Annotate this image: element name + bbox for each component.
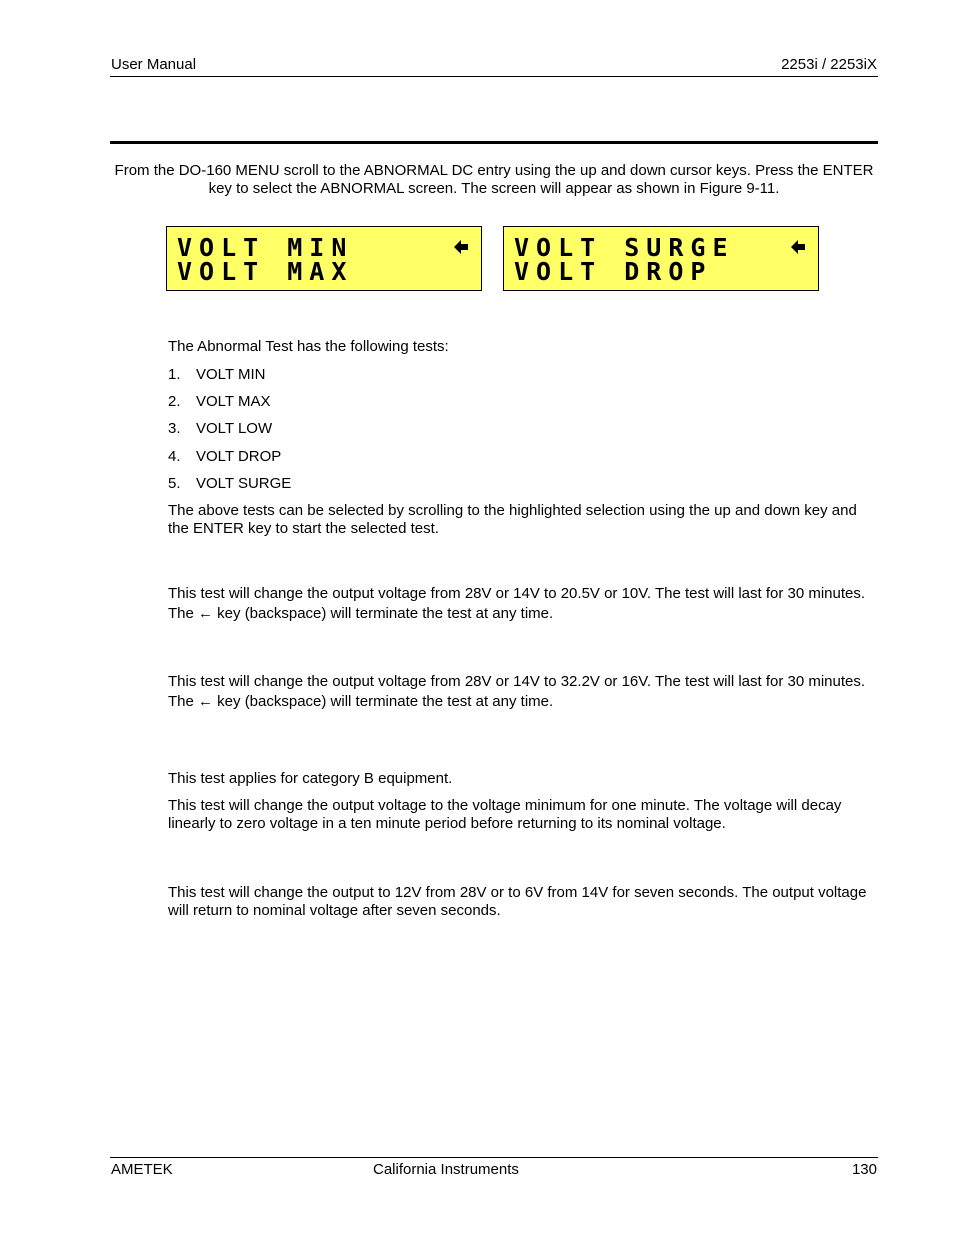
footer-division: California Instruments [373,1161,519,1178]
list-item: VOLT MIN [196,366,266,383]
header-manual-title: User Manual [111,56,197,73]
volt-low-paragraph: This test will change the output voltage to the voltage minimum for one minute. The voltage will decay linearly to zero voltage in a ten minute period before returning to its nominal voltage. [168,797,842,832]
list-number: 4. [168,448,181,465]
footer-company: AMETEK [111,1161,173,1178]
list-item: VOLT DROP [196,448,282,465]
tests-intro: The Abnormal Test has the following tests: [168,338,449,355]
tests-note: The above tests can be selected by scrolling to the highlighted selection using the up and down key and the ENTER key to start the selected test. [168,502,857,537]
volt-min-paragraph: This test will change the output voltage from 28V or 14V to 20.5V or 10V. The test will last for 30 minutes. The ← key (backspace) will terminate the test at any time. [168,585,866,622]
volt-max-paragraph: This test will change the output voltage from 28V or 14V to 32.2V or 16V. The test will last for 30 minutes. The ← key (backspace) will terminate the test at any time. [168,673,866,710]
lcd-line: VOLT DROP [514,257,713,286]
lcd-line: VOLT MIN [177,233,354,262]
lcd-line: VOLT MAX [177,257,354,286]
list-item: VOLT SURGE [196,475,292,492]
volt-low-category-paragraph: This test applies for category B equipment. [168,770,453,787]
intro-paragraph: From the DO-160 MENU scroll to the ABNORMAL DC entry using the up and down cursor keys. Press the ENTER key to select the ABNORMAL screen. The screen will appear as shown in Figure 9-11. [114,162,874,197]
lcd-screen-2 [503,226,819,291]
section-rule [110,141,878,144]
lcd-screen-1 [166,226,482,291]
list-item: VOLT LOW [196,420,273,437]
list-number: 5. [168,475,181,492]
list-number: 2. [168,393,181,410]
header-model: 2253i / 2253iX [781,56,877,73]
header-rule [110,76,878,77]
list-number: 1. [168,366,181,383]
page-number: 130 [851,1161,877,1178]
list-item: VOLT MAX [196,393,271,410]
left-arrow-icon [790,238,806,256]
volt-drop-paragraph: This test will change the output to 12V from 28V or to 6V from 14V for seven seconds. The output voltage will return to nominal voltage after seven seconds. [168,884,867,919]
lcd-line: VOLT SURGE [514,233,735,262]
list-number: 3. [168,420,181,437]
left-arrow-icon [453,238,469,256]
footer-rule [110,1157,878,1158]
